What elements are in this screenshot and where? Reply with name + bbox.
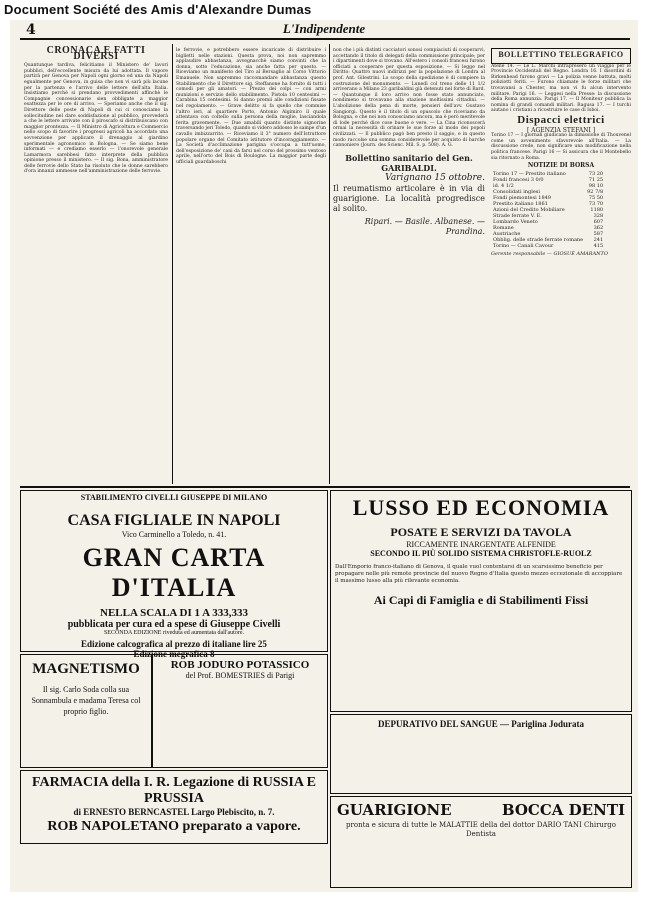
borsa-value: 241 [593, 236, 604, 243]
casa-figliale: CASA FIGLIALE IN NAPOLI [67, 512, 281, 529]
christofle-line: SECONDO IL PIÙ SOLIDO SISTEMA CHRISTOFLE-RUOLZ [370, 549, 592, 558]
edition-price-2: Edizione megrafica 8 [133, 649, 215, 659]
borsa-value: 1180 [590, 206, 604, 213]
dispatch-title: Dispacci elettrici [517, 113, 605, 126]
farmacia-sub: di ERNESTO BERNCASTEL Largo Plebiscito, n. 7. [73, 807, 275, 817]
page-number: 4 [26, 22, 36, 38]
borsa-value: 98 10 [588, 182, 604, 189]
borsa-title: NOTIZIE DI BORSA [527, 162, 595, 170]
borsa-table [491, 171, 605, 249]
riccamente-line: RICCAMENTE INARGENTATE ALFENIDE [406, 540, 556, 549]
column-1 [24, 46, 168, 175]
borsa-label: Torino — Canali Cavour [493, 242, 554, 249]
section-rule [20, 486, 630, 488]
bulletin-place: Varignano 15 ottobre. [385, 172, 485, 183]
guarigione-advertisement [330, 796, 632, 888]
column-text: non che i più distinti cacciatori sonosi compiaciuti di cooperarvi, accettando il titolo di delegati della commissione principale; per i dipartimenti dove si trovano. All'estero i consoli francesi furono officiati a cooperare per questa esposizione. — Si legge nel Diritto: Quattro nuovi indirizzi per la popolazione di Londra al prof. Ant. Gilestrini. Lo scopo della spedizione è di compiere la costruzione del monumento. — Lunedì col treno delle 11 1/2 arriverano a Milano 23 garibaldini già detenuti nel forte di Bard. — Quantunque il loro arrivo non fosse stato annunciato, nondimeno si trovavano alla stazione moltissimi cittadini. — L'abolizione della pena di morte, pensieri dell'avv. Gustavo Sangiorgi. Questo è il titolo di un opuscolo che riceviamo da Bologna, e che noi non conosciamo ancora, ma è però meritevole di lode perchè dice cose buone e vere. — La Cina riconoscerà ormai la necessità di orinare le sue forze al modo dei popoli civilizzati. — Il pubblico pagò ben presto il saggio, e in questo modo raccolse una somma considerevole per acquisto di barche cannoniere (Journ. des Scienc. Mil. S. p. 508). A. G. [333, 48, 485, 149]
header-rule [20, 22, 630, 40]
lusso-text: Dall'Emporio franco-italiano di Genova, il quale vuol contentarsi di un scarsissimo beneficio per propagare nelle più remote provincie del nuovo Regno d'Italia questo mezzo eccezionale di accoppiare il massimo lusso alla più rilevante economia. [335, 564, 623, 584]
borsa-label: Obblig. delle strade ferrate romane [493, 236, 584, 243]
borsa-label: Lombardo Veneto [493, 218, 538, 225]
borsa-row [491, 171, 605, 177]
guarigione-text: pronta e sicura di tutte le MALATTIE della del dottor DARIO TANI Chirurgo Dentista [346, 821, 616, 838]
lusso-advertisement [330, 490, 632, 712]
column-4 [491, 48, 631, 257]
document-banner: Document Société des Amis d'Alexandre Dumas [4, 2, 312, 17]
borsa-value: 362 [593, 224, 604, 231]
capi-famiglia: Ai Capi di Famiglia e di Stabilimenti Fissi [373, 593, 589, 607]
rob-joduro-title: ROB JODURO POTASSICO [170, 659, 310, 671]
column-divider [329, 44, 330, 484]
borsa-label: Torino 17 — Prestito italiano [493, 170, 566, 177]
posate-title: POSATE E SERVIZI DA TAVOLA [390, 525, 572, 539]
rob-joduro-advertisement [152, 654, 328, 768]
rob-napoletano: ROB NAPOLETANO preparato a vapore. [47, 819, 301, 834]
column-3 [333, 48, 485, 237]
civelli-heading: STABILIMENTO CIVELLI GIUSEPPE DI MILANO [80, 493, 268, 502]
borsa-label: Romane [493, 224, 514, 231]
magnetismo-title: MAGNETISMO [32, 661, 140, 677]
borsa-label: Fondi piemontesi 1849 [493, 194, 551, 201]
borsa-row [491, 243, 605, 249]
column-text: le ferrovie, e potrebbero essere incaricate di distribuire i biglietti nelle stazioni. Questa prova, noi non sapremmo applaudire abbastanza, avvegnacchè siamo convinti che la donna, sotto l'educazione, sia anche fatta per questo. — Riceviamo un manifesto del Tiro al Bersaglio al Corso Vittorio Emanuele. Non sapremmo raccomandare abbastanza questo Stabilimento che il Direttore sig. Steffanone ha fornito di tutti i comodi per gli amatori. — Prezzo dei colpi — con armi munizioni e servizio dello stabilimento. Pistola 10 centesimi — Carabina 15 centesimi. Si danno premii alle condizioni fissate nel regolamento. — Grave delitto si fa quello che commise l'altro ieri, al quartiere Porto, Antonio Algimiro il quale attentava con coltello sulla persona della moglie, lasciandola ferita gravemente. — Due amabili quanto distinte signorine traversando jeri Toledo, quando si videro addosso le sampe d'un cavallo imbizzarrito. — Riceviamo il 3° numero dell'Istruttore popolare organo del Comitato istitutore d'incoraggiamento. — La Società d'acclimazione parigina s'occupa a tutt'uomo, dell'esposizione de' cani da farsi nel corso del prossimo ventoso aprile, nell'orto del Bois di Boulogne. La maggior parte degli ufficiali guardaboschi [176, 48, 326, 165]
column-text: Quantunque tardiva, felicitiamo il Ministero de' lavori pubblici, dell'eccellente misura da lui adottata. Il vapore partirà per Genova per Napoli ogni giorno ed una da Napoli egualmente per Genova, in guisa che non vi sarà più lacune per la partenza e l'arrivo delle lettere dell'alta Italia. Insistiamo perchè si prendano provvedimenti affinchè le Compagnie concessionarie sien obbligate a maggior esattezza per le ore di arrivo. — Speriamo anche che il sig. Direttore delle poste di Napoli di cui ci conosciamo la sollecitudine nel dare soddisfazione al pubblico, provvederà a che le lettere arrivate con il piroscafo si distribuiscano con maggior prontezza. — Il Ministro di Agricoltura e Commercio nello scopo di favorire i progressi agricoli ha accordato una sovvenzione per applicare il drenaggio al giardino sperimentale agronomico in Bologna. — Se siamo bene informati — e crediamo esserlo — l'onorevole generale Lamarmora sarebbesi fatto interprete della pubblica opinione presso il ministero. — Il sig. Bona, amministratore delle ferrovie dello Stato ha risoluto che le donne sarebbero d'ora innanzi ammesse nell'amministrazione delle ferrovie. [24, 63, 168, 175]
civelli-advertisement [20, 490, 328, 659]
borsa-label: Prestito italiano 1861 [493, 200, 548, 207]
dispatch-text: Torino 17 — I giornali giudicano la dimissione di Thouvenel come un avvenimento sfavorevole all'Italia. — La discussione crede, non significare una modificazione nella politica francese. Parigi 16 — Si assicura che il Montebello sia ritornato a Roma. [491, 133, 631, 161]
telegraph-text: Atene 14. — Le L. Marchi intrapresero un viaggio per le Provincie Occidentali del Regno. Londra 16. I disordini di Birkenhead furono gravi — La polizia venne battuta, molti poliziotti feriti. — Furono chiamate le forze militari che trovavansi a Chester, ma non vi fu alcun intervento militare. Parigi 16. — Leggesi nella Presse: la discussione della Roma annunzia. Parigi 17. — Il Moniteur pubblica la nomina di grandi comandi militari. Ragusa 17. — I turchi aiutano i cristiani a ricostruire le case di Isboi. [491, 63, 631, 114]
column-divider [172, 44, 173, 484]
borsa-value: 73 70 [588, 200, 604, 207]
guarigione-title: GUARIGIONE [337, 801, 452, 819]
casa-address: Vico Carminello a Toledo, n. 41. [121, 530, 227, 539]
borsa-label: Azioni del Credito Mobiliare [493, 206, 565, 213]
agency-label: [ AGENZIA STEFANI ] [526, 126, 596, 134]
borsa-value: 607 [593, 218, 604, 225]
borsa-value: 73 20 [588, 170, 604, 177]
gran-carta-title: GRAN CARTA D'ITALIA [82, 543, 266, 602]
column-2 [176, 48, 326, 165]
bulletin-title: Bollettino sanitario del Gen. GARIBALDI. [345, 152, 473, 173]
magnetismo-advertisement [20, 654, 152, 768]
lusso-title: LUSSO ED ECONOMIA [352, 495, 610, 520]
depurativo-advertisement [330, 714, 632, 794]
farmacia-title: FARMACIA della I. R. Legazione di RUSSIA E PRUSSIA [31, 775, 317, 806]
second-edition: SECONDA EDIZIONE riveduta ed aumentata dall'autore. [103, 630, 245, 636]
borsa-value: 328 [593, 212, 604, 219]
borsa-label: Strade ferrate V. E. [493, 212, 542, 219]
borsa-value: 75 50 [588, 194, 604, 201]
borsa-label: Fondi francesi 3 0/0 [493, 176, 544, 183]
borsa-label: Austriache [493, 230, 521, 237]
rob-joduro-sub: del Prof. BOMESTRIES di Parigi [185, 671, 295, 680]
published-by: pubblicata per cura ed a spese di Giuseppe Civelli [67, 619, 281, 630]
borsa-value: 71 25 [588, 176, 604, 183]
telegraph-title: BOLLETTINO TELEGRAFICO [498, 50, 624, 59]
borsa-value: 587 [593, 230, 604, 237]
bulletin-signatures: Ripari. — Basile. Albanese. — Prandina. [364, 216, 485, 236]
borsa-label: id. 4 1/2 [493, 182, 514, 189]
edition-price-1: Edizione calcografica al prezzo di italiane lire 25 [81, 639, 267, 649]
map-scale: NELLA SCALA DI 1 A 333,333 [100, 607, 248, 619]
bocca-denti-title: BOCCA DENTI [501, 801, 625, 819]
bulletin-text: Il reumatismo articolare è in via di guarigione. La località progredisce al solito. [333, 183, 485, 213]
section-title: CRONACA E FATTI DIVERSI [46, 45, 146, 62]
manager-line: Gerente responsabile — GIOSUÈ AMARANTO [491, 250, 608, 257]
borsa-label: Consolidati inglesi [493, 188, 540, 195]
borsa-row [491, 195, 605, 201]
depurativo-title: DEPURATIVO DEL SANGUE — Pariglina Jodurata [378, 719, 584, 729]
newspaper-title: L'Indipendente [282, 21, 366, 36]
borsa-value: 415 [593, 242, 604, 249]
magnetismo-text: Il sig. Carlo Soda colla sua Sonnambula e madama Teresa col proprio figlio. [31, 685, 141, 716]
farmacia-advertisement [20, 770, 328, 844]
borsa-value: 92 7/8 [587, 188, 604, 195]
